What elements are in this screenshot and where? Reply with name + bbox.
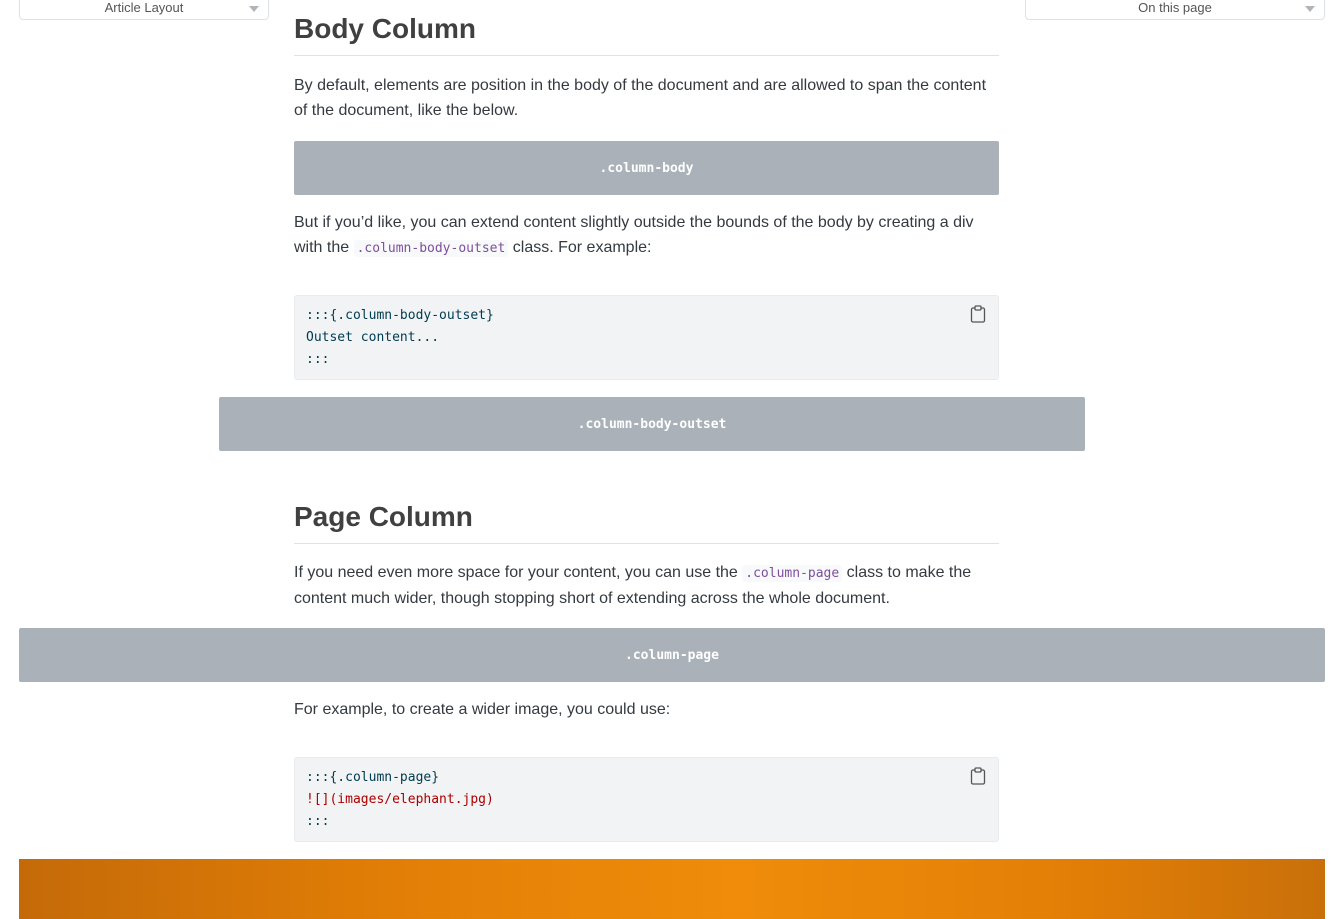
code-line: ::: — [306, 814, 330, 829]
code-line: :::{.column-body-outset} — [306, 308, 494, 323]
article-layout-label: Article Layout — [104, 0, 184, 15]
column-page-demo — [19, 628, 1325, 682]
code-line: Outset content... — [306, 330, 440, 345]
on-this-page-label: On this page — [1138, 0, 1212, 15]
inline-code-column-body-outset: .column-body-outset — [354, 240, 509, 257]
page-column-intro — [294, 560, 999, 611]
column-page-demo-label: .column-page — [625, 647, 719, 663]
page-intro-before: If you need even more space for your content, you can use the — [294, 564, 743, 581]
example-paragraph: For example, to create a wider image, you could use: — [294, 701, 671, 718]
code-line: :::{.column-page} — [306, 770, 440, 785]
code-block-page — [294, 757, 999, 842]
article-layout-select[interactable] — [19, 0, 269, 20]
on-this-page-select[interactable] — [1025, 0, 1325, 20]
code-block-outset — [294, 295, 999, 380]
outset-text-after: class. For example: — [508, 239, 652, 256]
body-column-heading: Body Column — [294, 12, 999, 56]
page-column-heading: Page Column — [294, 500, 999, 544]
code-line: ::: — [306, 352, 330, 367]
column-body-outset-demo — [219, 397, 1085, 451]
elephant-image — [19, 859, 1325, 919]
outset-paragraph — [294, 210, 999, 261]
outset-text-before: But if you’d like, you can extend content slightly outside the bounds of the body by creating a div with the — [294, 214, 974, 256]
inline-code-column-page: .column-page — [742, 565, 842, 582]
caret-down-icon — [249, 6, 259, 12]
body-column-intro: By default, elements are position in the body of the document and are allowed to span the content of the document, like the below. — [294, 77, 987, 119]
clipboard-icon[interactable] — [970, 305, 986, 323]
page-intro-after: class to make the content much wider, though stopping short of extending across the whole document. — [294, 564, 972, 607]
clipboard-icon[interactable] — [970, 767, 986, 785]
caret-down-icon — [1305, 6, 1315, 12]
code-line-image-link: ![](images/elephant.jpg) — [306, 792, 494, 807]
column-body-outset-demo-label: .column-body-outset — [577, 416, 727, 432]
column-body-demo-label: .column-body — [599, 160, 694, 176]
column-body-demo — [294, 141, 999, 195]
